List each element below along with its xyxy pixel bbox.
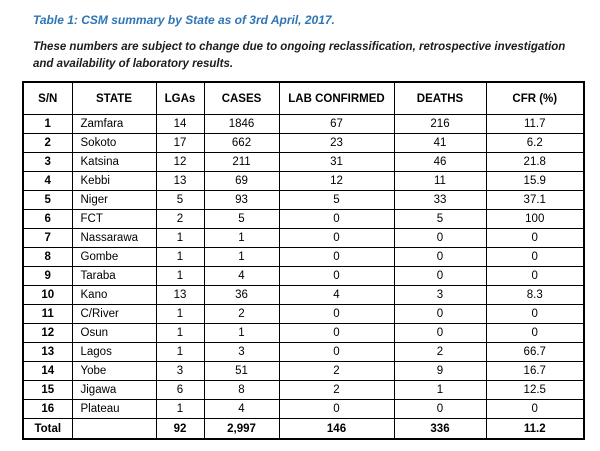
cell-cfr: 11.7 (486, 115, 584, 134)
table-row (23, 362, 584, 381)
cell-cases: 662 (204, 134, 279, 153)
cell-sn: 12 (23, 324, 72, 343)
cell-state: C/River (72, 305, 156, 324)
cell-state: Jigawa (72, 381, 156, 400)
cell-cases: 2,997 (204, 419, 279, 440)
cell-cases: 1846 (204, 115, 279, 134)
cell-cfr: 6.2 (486, 134, 584, 153)
cell-cfr: 21.8 (486, 153, 584, 172)
cell-state: Kano (72, 286, 156, 305)
col-header-sn: S/N (23, 82, 72, 115)
cell-lab-confirmed: 2 (279, 381, 394, 400)
cell-deaths: 9 (394, 362, 486, 381)
cell-sn: Total (23, 419, 72, 440)
cell-cases: 5 (204, 210, 279, 229)
cell-lgas: 6 (156, 381, 204, 400)
table-row (23, 115, 584, 134)
cell-lab-confirmed: 67 (279, 115, 394, 134)
cell-cases: 1 (204, 248, 279, 267)
table-row (23, 191, 584, 210)
cell-deaths: 0 (394, 324, 486, 343)
table-row (23, 286, 584, 305)
cell-state: Sokoto (72, 134, 156, 153)
cell-state: Osun (72, 324, 156, 343)
cell-lgas: 1 (156, 267, 204, 286)
cell-lgas: 13 (156, 172, 204, 191)
cell-state: Kebbi (72, 172, 156, 191)
total-row (23, 419, 584, 440)
cell-lgas: 13 (156, 286, 204, 305)
cell-cases: 8 (204, 381, 279, 400)
cell-cases: 3 (204, 343, 279, 362)
cell-lab-confirmed: 23 (279, 134, 394, 153)
cell-state: Zamfara (72, 115, 156, 134)
cell-lgas: 14 (156, 115, 204, 134)
table-row (23, 229, 584, 248)
cell-cfr: 12.5 (486, 381, 584, 400)
cell-cases: 36 (204, 286, 279, 305)
cell-state: Lagos (72, 343, 156, 362)
cell-cfr: 0 (486, 229, 584, 248)
cell-deaths: 2 (394, 343, 486, 362)
cell-deaths: 33 (394, 191, 486, 210)
cell-sn: 16 (23, 400, 72, 419)
cell-lgas: 1 (156, 324, 204, 343)
cell-lab-confirmed: 0 (279, 343, 394, 362)
cell-lgas: 17 (156, 134, 204, 153)
cell-state: Katsina (72, 153, 156, 172)
cell-cfr: 0 (486, 400, 584, 419)
cell-sn: 13 (23, 343, 72, 362)
csm-summary-table (22, 81, 585, 440)
table-row (23, 400, 584, 419)
cell-cfr: 11.2 (486, 419, 584, 440)
cell-lab-confirmed: 31 (279, 153, 394, 172)
cell-cfr: 0 (486, 267, 584, 286)
cell-state: Yobe (72, 362, 156, 381)
cell-lgas: 5 (156, 191, 204, 210)
col-header-deaths: DEATHS (394, 82, 486, 115)
cell-deaths: 336 (394, 419, 486, 440)
cell-lgas: 1 (156, 229, 204, 248)
cell-deaths: 1 (394, 381, 486, 400)
table-caption: Table 1: CSM summary by State as of 3rd April, 2017. (33, 13, 335, 27)
cell-cases: 4 (204, 400, 279, 419)
cell-cfr: 66.7 (486, 343, 584, 362)
cell-cases: 69 (204, 172, 279, 191)
cell-lgas: 2 (156, 210, 204, 229)
cell-sn: 1 (23, 115, 72, 134)
cell-state: Nassarawa (72, 229, 156, 248)
cell-lgas: 1 (156, 343, 204, 362)
cell-lab-confirmed: 5 (279, 191, 394, 210)
cell-deaths: 0 (394, 305, 486, 324)
table-row (23, 134, 584, 153)
col-header-lab-confirmed: LAB CONFIRMED (279, 82, 394, 115)
cell-sn: 11 (23, 305, 72, 324)
cell-sn: 5 (23, 191, 72, 210)
cell-cfr: 37.1 (486, 191, 584, 210)
col-header-cfr: CFR (%) (486, 82, 584, 115)
cell-cases: 4 (204, 267, 279, 286)
cell-state: Gombe (72, 248, 156, 267)
table-row (23, 153, 584, 172)
cell-cases: 1 (204, 229, 279, 248)
table-row (23, 172, 584, 191)
cell-state: Taraba (72, 267, 156, 286)
cell-deaths: 0 (394, 229, 486, 248)
cell-cases: 93 (204, 191, 279, 210)
cell-cfr: 0 (486, 324, 584, 343)
table-row (23, 343, 584, 362)
cell-sn: 2 (23, 134, 72, 153)
cell-lgas: 92 (156, 419, 204, 440)
cell-sn: 15 (23, 381, 72, 400)
cell-lab-confirmed: 146 (279, 419, 394, 440)
header-row (23, 82, 584, 115)
cell-sn: 9 (23, 267, 72, 286)
cell-cfr: 8.3 (486, 286, 584, 305)
cell-lab-confirmed: 0 (279, 400, 394, 419)
cell-sn: 6 (23, 210, 72, 229)
cell-sn: 10 (23, 286, 72, 305)
cell-lab-confirmed: 0 (279, 229, 394, 248)
cell-deaths: 41 (394, 134, 486, 153)
cell-deaths: 0 (394, 248, 486, 267)
cell-deaths: 11 (394, 172, 486, 191)
cell-lgas: 3 (156, 362, 204, 381)
cell-cfr: 0 (486, 248, 584, 267)
cell-state (72, 419, 156, 440)
cell-sn: 14 (23, 362, 72, 381)
cell-lab-confirmed: 0 (279, 248, 394, 267)
cell-deaths: 216 (394, 115, 486, 134)
cell-cfr: 15.9 (486, 172, 584, 191)
table-row (23, 305, 584, 324)
table-row (23, 324, 584, 343)
cell-cfr: 0 (486, 305, 584, 324)
col-header-lgas: LGAs (156, 82, 204, 115)
cell-lgas: 12 (156, 153, 204, 172)
cell-cases: 2 (204, 305, 279, 324)
cell-state: Plateau (72, 400, 156, 419)
cell-lab-confirmed: 0 (279, 267, 394, 286)
cell-state: Niger (72, 191, 156, 210)
cell-lgas: 1 (156, 400, 204, 419)
table-body (23, 115, 584, 440)
cell-lab-confirmed: 0 (279, 305, 394, 324)
cell-lab-confirmed: 0 (279, 210, 394, 229)
cell-lab-confirmed: 0 (279, 324, 394, 343)
table-row (23, 381, 584, 400)
table-header (23, 82, 584, 115)
cell-sn: 4 (23, 172, 72, 191)
cell-cases: 211 (204, 153, 279, 172)
cell-deaths: 0 (394, 400, 486, 419)
table-row (23, 267, 584, 286)
cell-lgas: 1 (156, 305, 204, 324)
col-header-state: STATE (72, 82, 156, 115)
cell-deaths: 5 (394, 210, 486, 229)
cell-deaths: 0 (394, 267, 486, 286)
cell-cfr: 16.7 (486, 362, 584, 381)
table-row (23, 210, 584, 229)
cell-state: FCT (72, 210, 156, 229)
cell-lab-confirmed: 2 (279, 362, 394, 381)
cell-deaths: 46 (394, 153, 486, 172)
col-header-cases: CASES (204, 82, 279, 115)
cell-cases: 51 (204, 362, 279, 381)
cell-cfr: 100 (486, 210, 584, 229)
disclaimer-note: These numbers are subject to change due to ongoing reclassification, retrospective investigation and availability of laboratory results. (33, 41, 566, 70)
cell-lab-confirmed: 4 (279, 286, 394, 305)
cell-sn: 3 (23, 153, 72, 172)
cell-deaths: 3 (394, 286, 486, 305)
cell-lgas: 1 (156, 248, 204, 267)
cell-lab-confirmed: 12 (279, 172, 394, 191)
cell-sn: 8 (23, 248, 72, 267)
table-row (23, 248, 584, 267)
cell-sn: 7 (23, 229, 72, 248)
cell-cases: 1 (204, 324, 279, 343)
